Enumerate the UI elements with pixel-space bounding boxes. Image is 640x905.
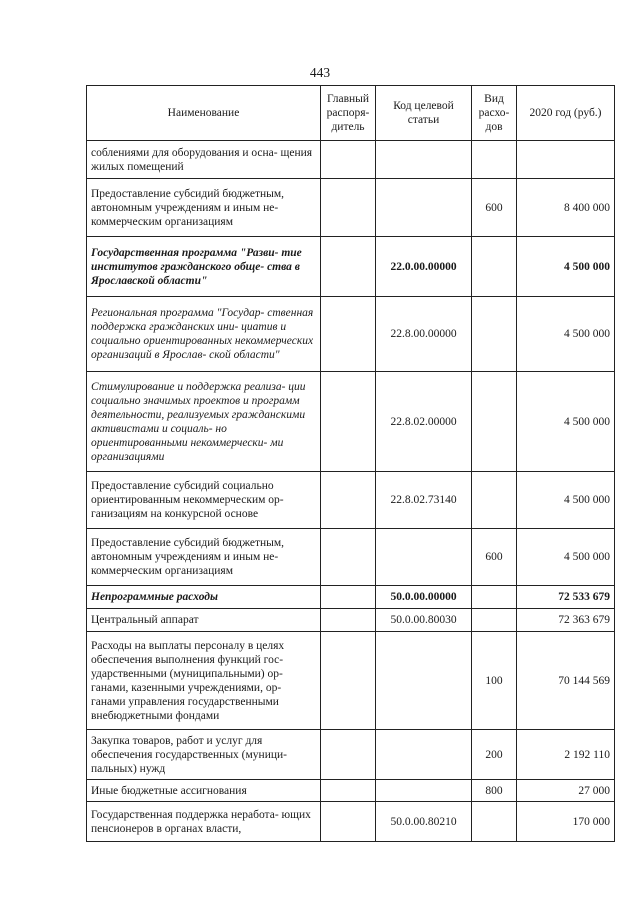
row-expense-type-cell: 100 [472, 632, 517, 730]
row-expense-type-cell [472, 141, 517, 179]
table-row [87, 372, 615, 472]
row-amount-cell: 4 500 000 [517, 472, 615, 529]
row-main-manager-cell [321, 586, 376, 609]
row-main-manager-cell [321, 141, 376, 179]
row-amount-cell [517, 141, 615, 179]
table-row [87, 802, 615, 842]
table-row [87, 730, 615, 780]
header-main-manager: Главный распоря- дитель [321, 86, 376, 141]
table-row [87, 237, 615, 297]
row-amount-cell: 2 192 110 [517, 730, 615, 780]
row-amount-cell: 27 000 [517, 780, 615, 802]
row-main-manager-cell [321, 237, 376, 297]
table-row [87, 141, 615, 179]
row-expense-type-cell [472, 609, 517, 632]
row-expense-type-cell: 800 [472, 780, 517, 802]
row-expense-type-cell [472, 372, 517, 472]
table-row [87, 586, 615, 609]
row-expense-type-cell: 600 [472, 179, 517, 237]
row-target-code-cell [376, 529, 472, 586]
row-target-code-cell [376, 780, 472, 802]
row-target-code-cell: 50.0.00.00000 [376, 586, 472, 609]
row-target-code-cell [376, 179, 472, 237]
table-row [87, 609, 615, 632]
row-name-cell: Закупка товаров, работ и услуг для обеспечения государственных (муници- пальных) нужд [87, 730, 321, 780]
row-expense-type-cell [472, 237, 517, 297]
row-target-code-cell [376, 632, 472, 730]
row-target-code-cell: 22.8.02.00000 [376, 372, 472, 472]
row-main-manager-cell [321, 802, 376, 842]
table-row [87, 472, 615, 529]
row-target-code-cell: 22.0.00.00000 [376, 237, 472, 297]
page-number: 443 [309, 65, 331, 80]
row-expense-type-cell [472, 297, 517, 372]
row-main-manager-cell [321, 472, 376, 529]
row-name-cell: Предоставление субсидий бюджетным, автономным учреждениям и иным не- коммерческим организациям [87, 529, 321, 586]
row-name-cell: Иные бюджетные ассигнования [87, 780, 321, 802]
budget-table [86, 85, 615, 842]
row-name-cell: соблениями для оборудования и осна- щения жилых помещений [87, 141, 321, 179]
row-name-cell: Региональная программа "Государ- ственная поддержка гражданских ини- циатив и социально ориентированных некоммерческих организаций в Ярослав- ской области" [87, 297, 321, 372]
row-name-cell: Центральный аппарат [87, 609, 321, 632]
row-amount-cell: 170 000 [517, 802, 615, 842]
row-name-cell: Государственная программа "Разви- тие институтов гражданского обще- ства в Ярославской области" [87, 237, 321, 297]
row-main-manager-cell [321, 780, 376, 802]
row-expense-type-cell [472, 802, 517, 842]
table-row [87, 632, 615, 730]
row-name-cell: Стимулирование и поддержка реализа- ции социально значимых проектов и программ деятельности, реализуемых гражданскими активистами и социаль- но ориентированными некоммерчески- ми организациями [87, 372, 321, 472]
row-name-cell: Государственная поддержка неработа- ющих пенсионеров в органах власти, [87, 802, 321, 842]
row-main-manager-cell [321, 297, 376, 372]
header-amount: 2020 год (руб.) [517, 86, 615, 141]
table-row [87, 297, 615, 372]
row-name-cell: Непрограммные расходы [87, 586, 321, 609]
row-expense-type-cell [472, 586, 517, 609]
row-main-manager-cell [321, 529, 376, 586]
table-header-row [87, 86, 615, 141]
header-target-code: Код целевой статьи [376, 86, 472, 141]
row-main-manager-cell [321, 730, 376, 780]
row-amount-cell: 4 500 000 [517, 529, 615, 586]
row-main-manager-cell [321, 372, 376, 472]
table-row [87, 529, 615, 586]
row-target-code-cell [376, 141, 472, 179]
row-main-manager-cell [321, 179, 376, 237]
row-amount-cell: 72 363 679 [517, 609, 615, 632]
row-expense-type-cell [472, 472, 517, 529]
row-main-manager-cell [321, 609, 376, 632]
row-name-cell: Предоставление субсидий социально ориентированным некоммерческим ор- ганизациям на конкурсной основе [87, 472, 321, 529]
row-name-cell: Расходы на выплаты персоналу в целях обеспечения выполнения функций гос- ударственными (муниципальными) ор- ганами, казенными учреждениями, ор- ганами управления государственными внебюджетными фондами [87, 632, 321, 730]
row-amount-cell: 4 500 000 [517, 237, 615, 297]
table-body [87, 141, 615, 842]
row-amount-cell: 70 144 569 [517, 632, 615, 730]
row-amount-cell: 72 533 679 [517, 586, 615, 609]
row-target-code-cell [376, 730, 472, 780]
row-name-cell: Предоставление субсидий бюджетным, автономным учреждениям и иным не- коммерческим организациям [87, 179, 321, 237]
table-row [87, 780, 615, 802]
row-target-code-cell: 22.8.02.73140 [376, 472, 472, 529]
row-target-code-cell: 22.8.00.00000 [376, 297, 472, 372]
table-row [87, 179, 615, 237]
row-amount-cell: 4 500 000 [517, 297, 615, 372]
row-main-manager-cell [321, 632, 376, 730]
row-target-code-cell: 50.0.00.80030 [376, 609, 472, 632]
header-name: Наименование [87, 86, 321, 141]
row-expense-type-cell: 600 [472, 529, 517, 586]
row-target-code-cell: 50.0.00.80210 [376, 802, 472, 842]
header-expense-type: Вид расхо- дов [472, 86, 517, 141]
row-expense-type-cell: 200 [472, 730, 517, 780]
row-amount-cell: 4 500 000 [517, 372, 615, 472]
row-amount-cell: 8 400 000 [517, 179, 615, 237]
